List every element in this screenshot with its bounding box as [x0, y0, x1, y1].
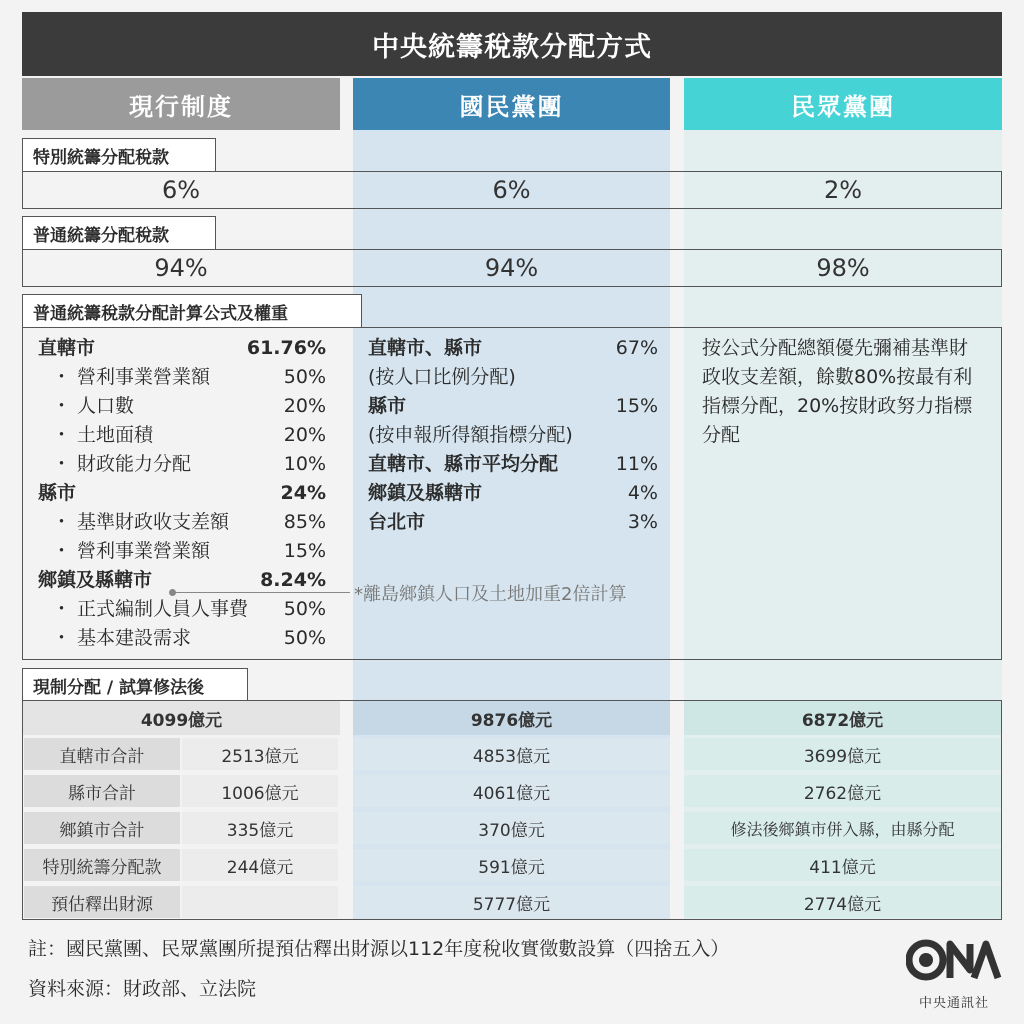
total-tpp: 6872億元: [801, 710, 884, 731]
table-row-label: 縣市合計: [24, 775, 180, 807]
general-kmt-value: 94%: [484, 254, 539, 282]
section-label-special: 特別統籌分配稅款: [22, 138, 216, 172]
table-cell-current: 244億元: [182, 849, 338, 881]
list-item: 縣市 24%: [38, 482, 326, 504]
table-cell-tpp: 2762億元: [684, 775, 1001, 807]
kmt-footnote: *離島鄉鎮人口及土地加重2倍計算: [354, 584, 627, 605]
table-cell-current: 2513億元: [182, 738, 338, 770]
table-cell-tpp: 修法後鄉鎮市併入縣，由縣分配: [684, 812, 1001, 844]
list-item: 鄉鎮及縣轄市 8.24%: [38, 569, 326, 591]
list-item: 直轄市、縣市平均分配 11%: [368, 453, 658, 475]
page-title: 中央統籌稅款分配方式: [22, 12, 1002, 76]
list-item: ・ 土地面積 20%: [52, 424, 326, 446]
table-cell-tpp: 411億元: [684, 849, 1001, 881]
list-item: (按人口比例分配): [368, 366, 516, 388]
table-row-label: 特別統籌分配款: [24, 849, 180, 881]
formula-current-list: [38, 334, 326, 653]
section-label-table: 現制分配 / 試算修法後: [22, 668, 248, 702]
formula-kmt-list: [368, 334, 658, 537]
general-tpp-value: 98%: [816, 254, 870, 282]
section-label-general: 普通統籌分配稅款: [22, 216, 216, 250]
general-current-value: 94%: [154, 254, 208, 282]
list-item: ・ 正式編制人員人事費 50%: [52, 598, 326, 620]
list-item: 直轄市、縣市 67%: [368, 337, 658, 359]
column-header-tpp: 民眾黨團: [684, 78, 1002, 130]
special-current-value: 6%: [161, 176, 201, 204]
list-item: ・ 營利事業營業額 50%: [52, 366, 326, 388]
note-connector-line: [172, 592, 350, 593]
table-cell-kmt: 4853億元: [353, 738, 670, 770]
table-cell-kmt: 370億元: [353, 812, 670, 844]
list-item: 鄉鎮及縣轄市 4%: [368, 482, 658, 504]
table-cell-kmt: 591億元: [353, 849, 670, 881]
table-row-label: 直轄市合計: [24, 738, 180, 770]
list-item: 直轄市 61.76%: [38, 337, 326, 359]
list-item: ・ 營利事業營業額 15%: [52, 540, 326, 562]
list-item: (按申報所得額指標分配): [368, 424, 573, 446]
table-cell-current: 335億元: [182, 812, 338, 844]
table-cell-current: [182, 886, 338, 918]
table-cell-kmt: 4061億元: [353, 775, 670, 807]
cna-logo-caption: 中央通訊社: [918, 996, 989, 1011]
table-cell-tpp: 3699億元: [684, 738, 1001, 770]
table-cell-kmt: 5777億元: [353, 886, 670, 918]
table-cell-tpp: 2774億元: [684, 886, 1001, 918]
list-item: 台北市 3%: [368, 511, 658, 533]
formula-tpp-text: 按公式分配總額優先彌補基準財政收支差額，餘數80%按最有利指標分配，20%按財政努力指標分配: [702, 337, 973, 446]
list-item: 縣市 15%: [368, 395, 658, 417]
list-item: ・ 財政能力分配 10%: [52, 453, 326, 475]
note-connector-dot: [169, 589, 176, 596]
list-item: ・ 人口數 20%: [52, 395, 326, 417]
cna-logo: [906, 934, 1002, 1011]
note-text: 註：國民黨團、民眾黨團所提預估釋出財源以112年度稅收實徵數設算（四捨五入）: [28, 938, 730, 960]
list-item: ・ 基準財政收支差額 85%: [52, 511, 326, 533]
column-header-current: 現行制度: [22, 78, 340, 130]
footnotes: [28, 932, 898, 1006]
section-label-formula: 普通統籌稅款分配計算公式及權重: [22, 294, 362, 328]
column-header-kmt: 國民黨團: [353, 78, 670, 130]
table-cell-current: 1006億元: [182, 775, 338, 807]
table-row-label: 鄉鎮市合計: [24, 812, 180, 844]
cna-logo-icon: [906, 934, 1002, 986]
total-current: 4099億元: [140, 710, 223, 731]
table-row-label: 預估釋出財源: [24, 886, 180, 918]
total-kmt: 9876億元: [470, 710, 553, 731]
special-tpp-value: 2%: [823, 176, 863, 204]
special-kmt-value: 6%: [492, 176, 531, 204]
list-item: ・ 基本建設需求 50%: [52, 627, 326, 649]
source-text: 資料來源：財政部、立法院: [28, 978, 257, 1000]
